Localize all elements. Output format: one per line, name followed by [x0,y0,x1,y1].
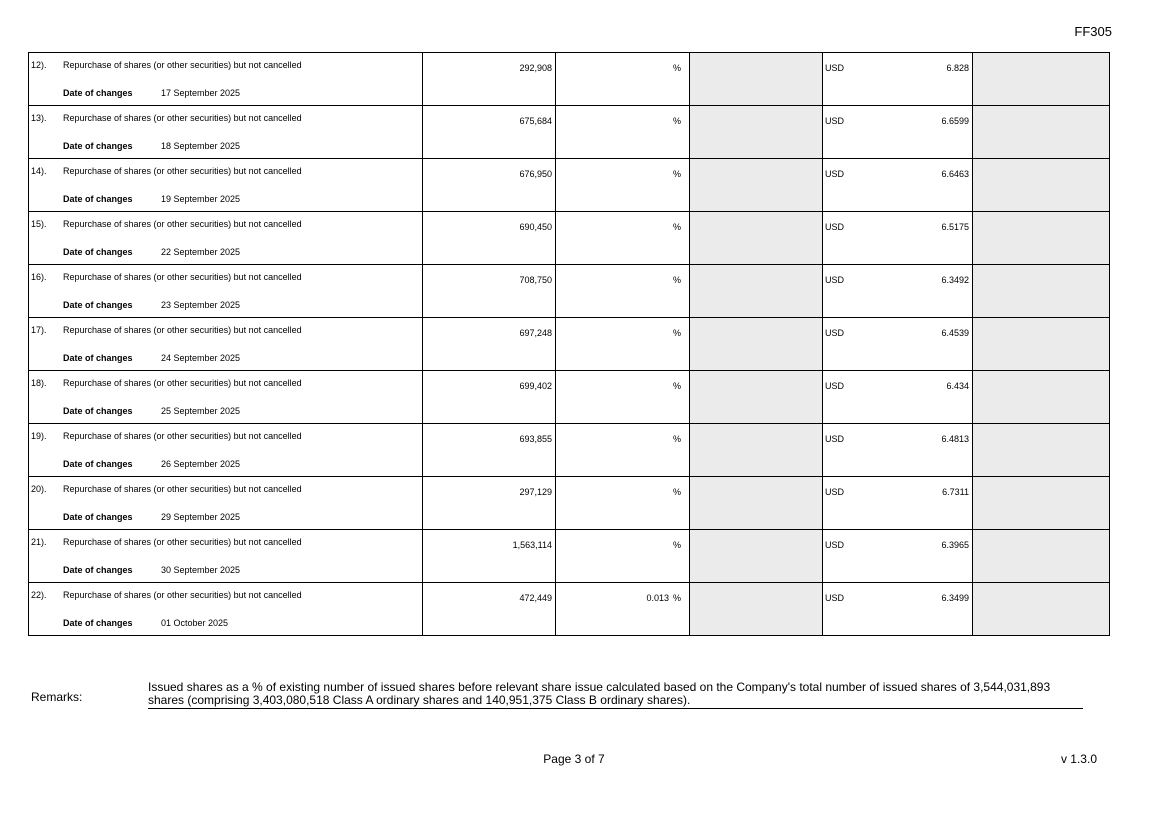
row-description: Repurchase of shares (or other securities) but not cancelled [63,166,302,176]
price-cell [823,530,973,583]
shares-cell [423,53,556,106]
description-cell [29,159,423,212]
price-per-share: 6.4539 [941,328,969,338]
percent-symbol: % [672,593,681,603]
number-of-shares: 690,450 [519,222,552,232]
date-of-change: 24 September 2025 [161,353,241,363]
table-row [29,212,1110,265]
date-label: Date of changes [63,512,133,522]
shares-cell [423,265,556,318]
blank-grey-cell [690,106,823,159]
percent-symbol: % [672,381,681,391]
blank-grey-cell [973,265,1110,318]
row-description: Repurchase of shares (or other securities) but not cancelled [63,325,302,335]
price-cell [823,371,973,424]
percent-symbol: % [672,222,681,232]
date-of-change: 29 September 2025 [161,512,241,522]
currency: USD [825,593,845,603]
price-cell [823,265,973,318]
blank-grey-cell [690,318,823,371]
price-per-share: 6.3492 [941,275,969,285]
percent-symbol: % [672,275,681,285]
row-number: 20). [31,484,47,494]
currency: USD [825,116,845,126]
date-of-change: 01 October 2025 [161,618,229,628]
price-per-share: 6.6599 [941,116,969,126]
table-row [29,583,1110,636]
blank-grey-cell [690,265,823,318]
description-cell [29,106,423,159]
date-of-change: 25 September 2025 [161,406,241,416]
version-label: v 1.3.0 [1060,752,1097,766]
currency: USD [825,275,845,285]
percent-cell [556,583,690,636]
date-of-change: 30 September 2025 [161,565,241,575]
price-cell [823,53,973,106]
row-number: 21). [31,537,47,547]
percent-of-issued [669,63,681,73]
percent-cell [556,371,690,424]
table-body [29,53,1110,636]
blank-grey-cell [973,424,1110,477]
table-row [29,53,1110,106]
date-label: Date of changes [63,141,133,151]
blank-grey-cell [690,53,823,106]
row-number: 17). [31,325,47,335]
date-label: Date of changes [63,459,133,469]
price-per-share: 6.5175 [941,222,969,232]
currency: USD [825,381,845,391]
number-of-shares: 675,684 [519,116,552,126]
row-number: 15). [31,219,47,229]
remarks-label: Remarks: [31,690,83,704]
percent-of-issued [669,434,681,444]
date-of-change: 23 September 2025 [161,300,241,310]
percent-cell [556,265,690,318]
date-label: Date of changes [63,565,133,575]
date-of-change: 17 September 2025 [161,88,241,98]
percent-symbol: % [672,434,681,444]
blank-grey-cell [690,530,823,583]
blank-grey-cell [973,477,1110,530]
shares-cell [423,212,556,265]
date-label: Date of changes [63,247,133,257]
row-number: 13). [31,113,47,123]
row-description: Repurchase of shares (or other securities) but not cancelled [63,60,302,70]
blank-grey-cell [973,53,1110,106]
price-per-share: 6.3965 [941,540,969,550]
date-label: Date of changes [63,194,133,204]
percent-cell [556,530,690,583]
description-cell [29,424,423,477]
blank-grey-cell [973,159,1110,212]
row-description: Repurchase of shares (or other securities) but not cancelled [63,113,302,123]
price-cell [823,318,973,371]
currency: USD [825,222,845,232]
date-of-change: 26 September 2025 [161,459,241,469]
price-cell [823,106,973,159]
date-label: Date of changes [63,300,133,310]
percent-of-issued [669,328,681,338]
percent-cell [556,106,690,159]
remarks-text: Issued shares as a % of existing number of issued shares before relevant share issue calculated based on the Company's total number of issued shares of 3,544,031,893 shares (comprising 3,403,080,518 Class A ordinary shares and 140,951,375 Class B ordinary shares). [148,681,1083,709]
price-cell [823,583,973,636]
price-per-share: 6.434 [946,381,969,391]
percent-cell [556,477,690,530]
shares-cell [423,583,556,636]
blank-grey-cell [690,159,823,212]
description-cell [29,318,423,371]
percent-of-issued [669,169,681,179]
number-of-shares: 697,248 [519,328,552,338]
blank-grey-cell [973,371,1110,424]
number-of-shares: 1,563,114 [512,540,552,550]
price-per-share: 6.7311 [942,487,969,497]
percent-of-issued [669,222,681,232]
form-code: FF305 [1074,24,1112,39]
percent-symbol: % [672,487,681,497]
shares-cell [423,159,556,212]
currency: USD [825,540,845,550]
percent-cell [556,159,690,212]
percent-of-issued [646,593,681,603]
percent-value: 0.013 [646,593,669,603]
shares-cell [423,424,556,477]
percent-of-issued [669,116,681,126]
table-row [29,424,1110,477]
percent-of-issued [669,381,681,391]
percent-symbol: % [672,169,681,179]
currency: USD [825,169,845,179]
percent-cell [556,212,690,265]
row-number: 12). [31,60,47,70]
percent-symbol: % [672,540,681,550]
table-row [29,159,1110,212]
date-of-change: 22 September 2025 [161,247,241,257]
row-description: Repurchase of shares (or other securities) but not cancelled [63,590,302,600]
row-description: Repurchase of shares (or other securities) but not cancelled [63,272,302,282]
percent-symbol: % [672,328,681,338]
number-of-shares: 693,855 [519,434,552,444]
table-row [29,106,1110,159]
shares-cell [423,530,556,583]
page-number: Page 3 of 7 [543,752,605,766]
table-row [29,477,1110,530]
percent-cell [556,53,690,106]
description-cell [29,53,423,106]
price-cell [823,212,973,265]
blank-grey-cell [973,318,1110,371]
row-number: 14). [31,166,47,176]
date-label: Date of changes [63,353,133,363]
shares-cell [423,371,556,424]
blank-grey-cell [690,477,823,530]
table-row [29,265,1110,318]
blank-grey-cell [973,106,1110,159]
number-of-shares: 699,402 [519,381,552,391]
row-number: 19). [31,431,47,441]
number-of-shares: 676,950 [519,169,552,179]
description-cell [29,371,423,424]
row-number: 16). [31,272,47,282]
date-of-change: 19 September 2025 [161,194,241,204]
table-row [29,318,1110,371]
shares-cell [423,318,556,371]
price-per-share: 6.3499 [941,593,969,603]
description-cell [29,265,423,318]
shares-cell [423,477,556,530]
price-per-share: 6.4813 [941,434,969,444]
price-per-share: 6.6463 [941,169,969,179]
price-per-share: 6.828 [946,63,969,73]
percent-symbol: % [672,116,681,126]
table-row [29,530,1110,583]
description-cell [29,583,423,636]
price-cell [823,477,973,530]
currency: USD [825,434,845,444]
percent-of-issued [669,487,681,497]
date-label: Date of changes [63,406,133,416]
row-description: Repurchase of shares (or other securities) but not cancelled [63,219,302,229]
blank-grey-cell [690,212,823,265]
number-of-shares: 708,750 [519,275,552,285]
blank-grey-cell [690,424,823,477]
price-cell [823,159,973,212]
blank-grey-cell [973,530,1110,583]
description-cell [29,477,423,530]
row-description: Repurchase of shares (or other securities) but not cancelled [63,484,302,494]
date-of-change: 18 September 2025 [161,141,241,151]
row-description: Repurchase of shares (or other securities) but not cancelled [63,378,302,388]
price-cell [823,424,973,477]
row-number: 22). [31,590,47,600]
blank-grey-cell [690,371,823,424]
number-of-shares: 472,449 [519,593,552,603]
percent-of-issued [669,540,681,550]
currency: USD [825,63,845,73]
date-label: Date of changes [63,88,133,98]
blank-grey-cell [690,583,823,636]
percent-symbol: % [672,63,681,73]
blank-grey-cell [973,212,1110,265]
currency: USD [825,328,845,338]
description-cell [29,530,423,583]
shares-cell [423,106,556,159]
row-number: 18). [31,378,47,388]
row-description: Repurchase of shares (or other securities) but not cancelled [63,431,302,441]
number-of-shares: 297,129 [519,487,552,497]
row-description: Repurchase of shares (or other securities) but not cancelled [63,537,302,547]
share-movements-table [28,52,1110,636]
description-cell [29,212,423,265]
number-of-shares: 292,908 [519,63,552,73]
table-row [29,371,1110,424]
percent-cell [556,424,690,477]
percent-of-issued [669,275,681,285]
percent-cell [556,318,690,371]
blank-grey-cell [973,583,1110,636]
currency: USD [825,487,845,497]
date-label: Date of changes [63,618,133,628]
